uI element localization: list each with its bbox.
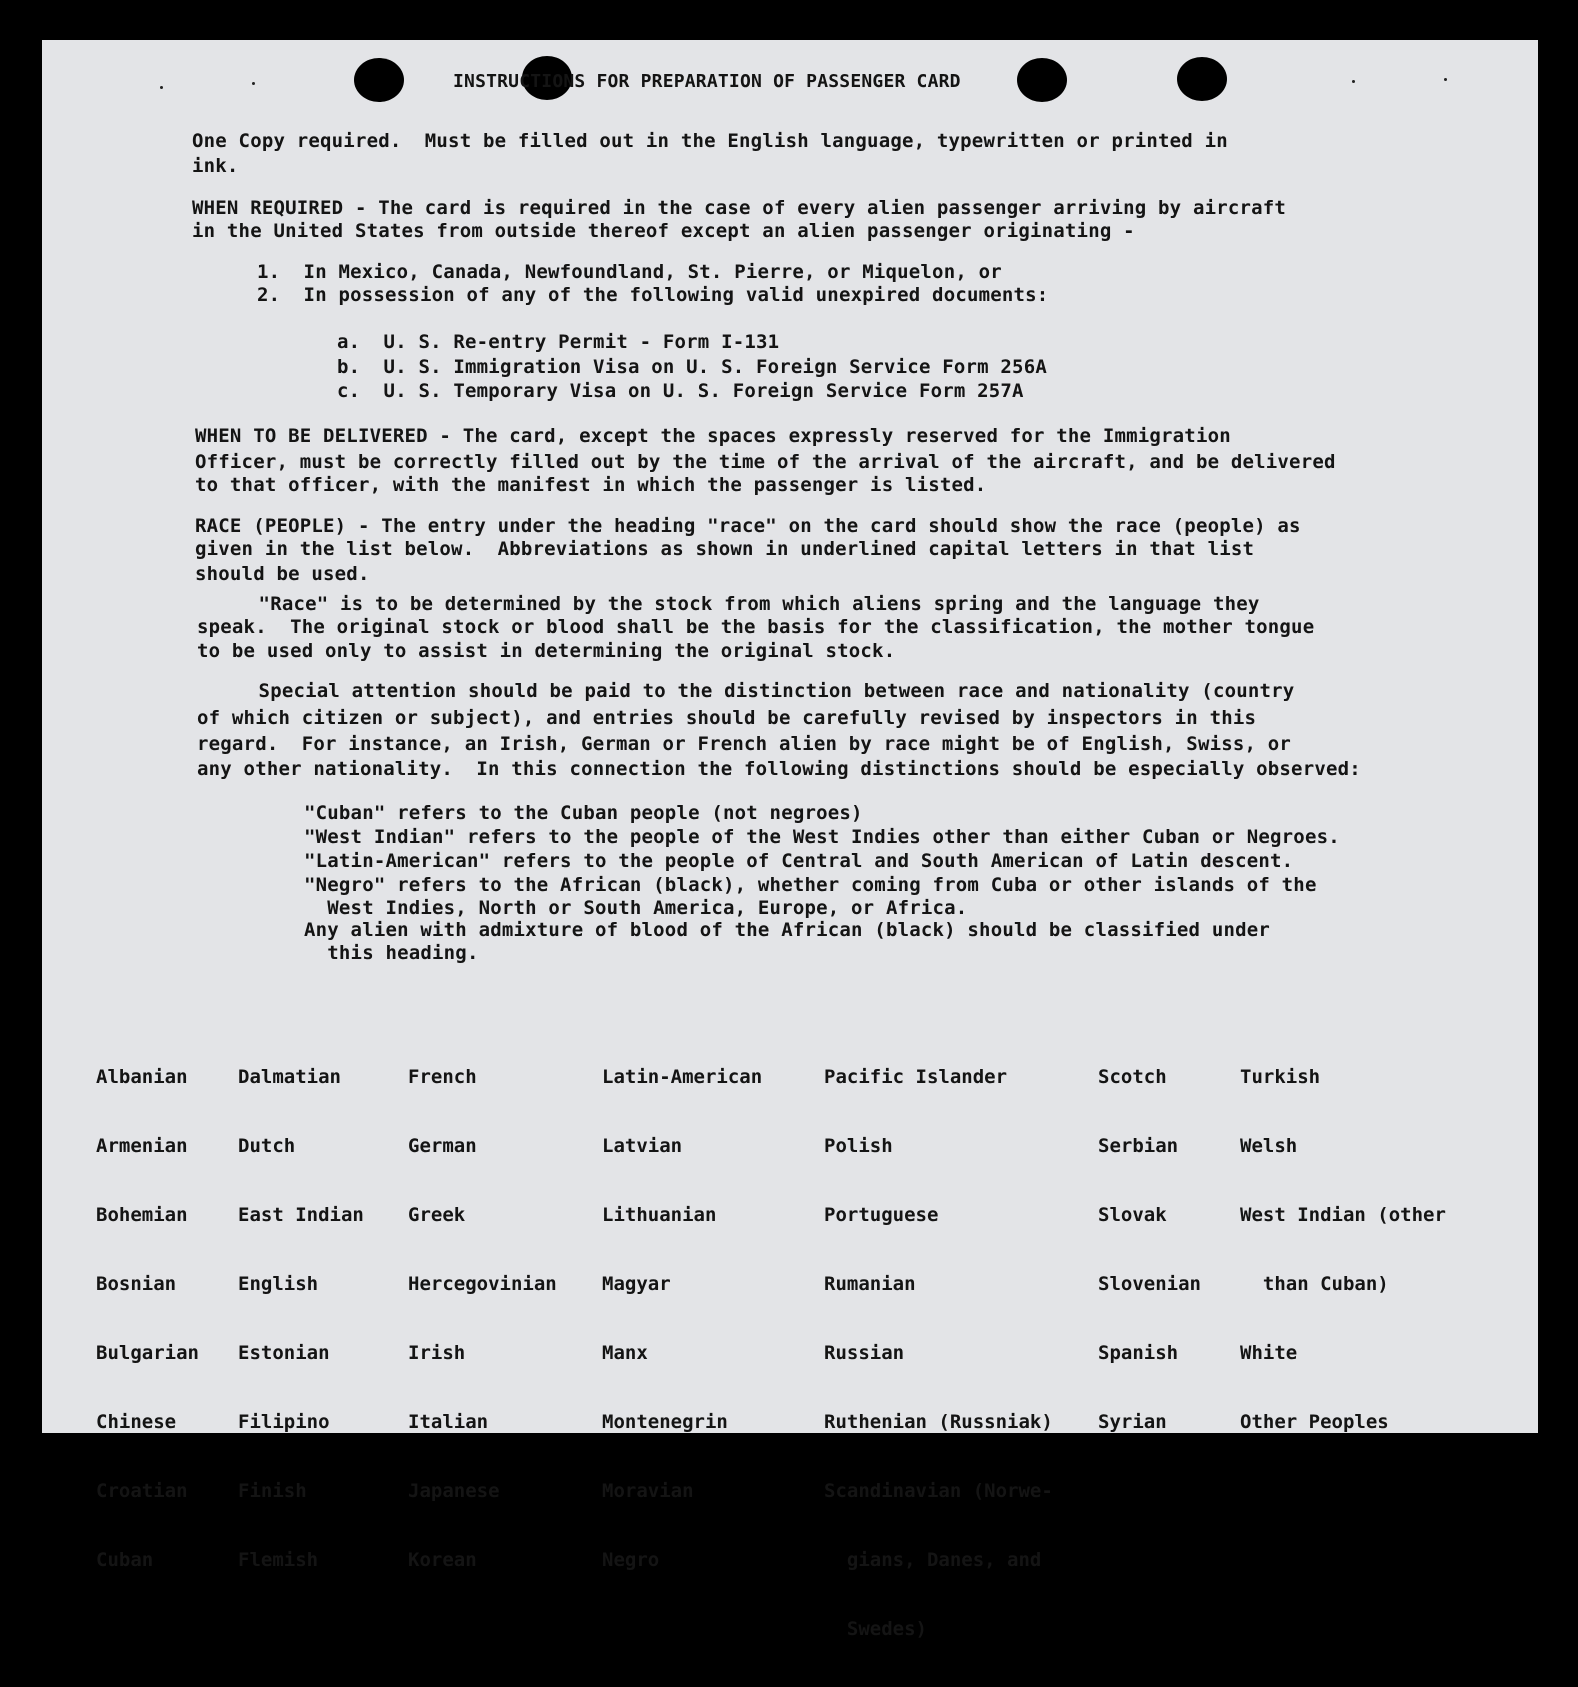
- race-entry: West Indian (other: [1240, 1204, 1446, 1226]
- race-entry: Pacific Islander: [824, 1066, 1008, 1088]
- race-entry: French: [408, 1066, 477, 1088]
- when-delivered-line: to that officer, with the manifest in which the passenger is listed.: [195, 474, 987, 496]
- race-entry: Bosnian: [96, 1273, 177, 1295]
- race-entry: English: [238, 1273, 319, 1295]
- race-entry: Magyar: [602, 1273, 671, 1295]
- race-entry: Latin-American: [602, 1066, 763, 1088]
- race-entry: Bohemian: [96, 1204, 188, 1226]
- distinction-line: West Indies, North or South America, Europe, or Africa.: [304, 897, 968, 919]
- when-delivered-line: Officer, must be correctly filled out by the time of the arrival of the aircraft, and be delivered: [195, 451, 1336, 473]
- race-entry: Negro: [602, 1549, 660, 1571]
- intro-line: One Copy required. Must be filled out in the English language, typewritten or printed in: [192, 130, 1228, 152]
- intro-line: ink.: [192, 155, 239, 177]
- race-column: [408, 1020, 557, 1618]
- race-entry: Other Peoples: [1240, 1411, 1389, 1433]
- race-entry: Montenegrin: [602, 1411, 728, 1433]
- numbered-item: 1. In Mexico, Canada, Newfoundland, St. Pierre, or Miquelon, or: [257, 261, 1002, 283]
- race-entry: Portuguese: [824, 1204, 939, 1226]
- race-entry: Chinese: [96, 1411, 177, 1433]
- speck: [252, 82, 255, 85]
- distinction-line: "West Indian" refers to the people of the West Indies other than either Cuban or Negroes.: [304, 826, 1340, 848]
- special-attention-line: any other nationality. In this connection the following distinctions should be especially observed:: [197, 758, 1361, 780]
- race-entry: Lithuanian: [602, 1204, 717, 1226]
- special-attention-line: regard. For instance, an Irish, German or French alien by race might be of English, Swiss, or: [197, 733, 1292, 755]
- document-item: b. U. S. Immigration Visa on U. S. Foreign Service Form 256A: [337, 356, 1047, 378]
- race-entry: than Cuban): [1240, 1273, 1389, 1295]
- punch-hole: [354, 58, 404, 102]
- race-entry: German: [408, 1135, 477, 1157]
- race-column: [96, 1020, 199, 1618]
- race-definition-line: "Race" is to be determined by the stock from which aliens spring and the language they: [212, 593, 1260, 615]
- race-entry: Albanian: [96, 1066, 188, 1088]
- race-paragraph-line: RACE (PEOPLE) - The entry under the heading "race" on the card should show the race (people) as: [195, 515, 1301, 537]
- special-attention-line: Special attention should be paid to the distinction between race and nationality (country: [212, 680, 1295, 702]
- when-delivered-line: WHEN TO BE DELIVERED - The card, except the spaces expressly reserved for the Immigration: [195, 425, 1231, 447]
- page-title: INSTRUCTIONS FOR PREPARATION OF PASSENGER CARD: [453, 71, 961, 92]
- race-paragraph-line: given in the list below. Abbreviations as shown in underlined capital letters in that list: [195, 538, 1255, 560]
- race-entry: Irish: [408, 1342, 466, 1364]
- race-column: [1098, 1020, 1201, 1480]
- race-entry: Manx: [602, 1342, 648, 1364]
- document-page: [42, 40, 1538, 1640]
- race-definition-line: to be used only to assist in determining the original stock.: [197, 640, 896, 662]
- distinction-line: "Latin-American" refers to the people of Central and South American of Latin descent.: [304, 850, 1294, 872]
- race-entry: Filipino: [238, 1411, 330, 1433]
- race-entry: Estonian: [238, 1342, 330, 1364]
- race-entry: Serbian: [1098, 1135, 1179, 1157]
- race-definition-line: speak. The original stock or blood shall be the basis for the classification, the mother tongue: [197, 616, 1315, 638]
- race-entry: Latvian: [602, 1135, 683, 1157]
- race-column: [824, 1020, 1053, 1687]
- race-entry: Moravian: [602, 1480, 694, 1502]
- speck: [1444, 78, 1447, 81]
- distinction-line: "Cuban" refers to the Cuban people (not negroes): [304, 802, 863, 824]
- race-entry: Polish: [824, 1135, 893, 1157]
- race-entry: Dutch: [238, 1135, 296, 1157]
- speck: [1352, 80, 1355, 83]
- document-item: c. U. S. Temporary Visa on U. S. Foreign Service Form 257A: [337, 380, 1024, 402]
- document-item: a. U. S. Re-entry Permit - Form I-131: [337, 331, 780, 353]
- distinction-line: "Negro" refers to the African (black), whether coming from Cuba or other islands of the: [304, 874, 1317, 896]
- race-column: [238, 1020, 364, 1618]
- race-entry: Dalmatian: [238, 1066, 341, 1088]
- race-entry: Slovak: [1098, 1204, 1167, 1226]
- race-column: [1240, 1020, 1446, 1480]
- special-attention-line: of which citizen or subject), and entries should be carefully revised by inspectors in this: [197, 707, 1257, 729]
- race-entry: Swedes): [824, 1618, 927, 1640]
- speck: [160, 86, 163, 89]
- race-entry: Scandinavian (Norwe-: [824, 1480, 1053, 1502]
- race-entry: Korean: [408, 1549, 477, 1571]
- race-entry: Spanish: [1098, 1342, 1179, 1364]
- race-entry: gians, Danes, and: [824, 1549, 1042, 1571]
- race-entry: Hercegovinian: [408, 1273, 557, 1295]
- race-entry: Slovenian: [1098, 1273, 1201, 1295]
- punch-hole: [1017, 58, 1067, 102]
- numbered-item: 2. In possession of any of the following valid unexpired documents:: [257, 284, 1049, 306]
- distinction-line: this heading.: [304, 942, 479, 964]
- race-paragraph-line: should be used.: [195, 563, 370, 585]
- when-required-line: WHEN REQUIRED - The card is required in the case of every alien passenger arriving by aircraft: [192, 197, 1287, 219]
- race-entry: Croatian: [96, 1480, 188, 1502]
- race-entry: Japanese: [408, 1480, 500, 1502]
- race-column: [602, 1020, 762, 1618]
- race-entry: Russian: [824, 1342, 905, 1364]
- race-entry: Scotch: [1098, 1066, 1167, 1088]
- race-entry: Italian: [408, 1411, 489, 1433]
- race-entry: Turkish: [1240, 1066, 1321, 1088]
- race-entry: Ruthenian (Russniak): [824, 1411, 1053, 1433]
- distinction-line: Any alien with admixture of blood of the African (black) should be classified under: [304, 919, 1271, 941]
- race-entry: White: [1240, 1342, 1298, 1364]
- race-entry: East Indian: [238, 1204, 364, 1226]
- when-required-line: in the United States from outside thereof except an alien passenger originating -: [192, 220, 1135, 242]
- race-entry: Finish: [238, 1480, 307, 1502]
- race-entry: Greek: [408, 1204, 466, 1226]
- race-entry: Flemish: [238, 1549, 319, 1571]
- punch-hole: [1177, 57, 1227, 101]
- race-entry: Armenian: [96, 1135, 188, 1157]
- race-entry: Cuban: [96, 1549, 154, 1571]
- race-entry: Bulgarian: [96, 1342, 199, 1364]
- race-entry: Syrian: [1098, 1411, 1167, 1433]
- race-entry: Welsh: [1240, 1135, 1298, 1157]
- race-entry: Rumanian: [824, 1273, 916, 1295]
